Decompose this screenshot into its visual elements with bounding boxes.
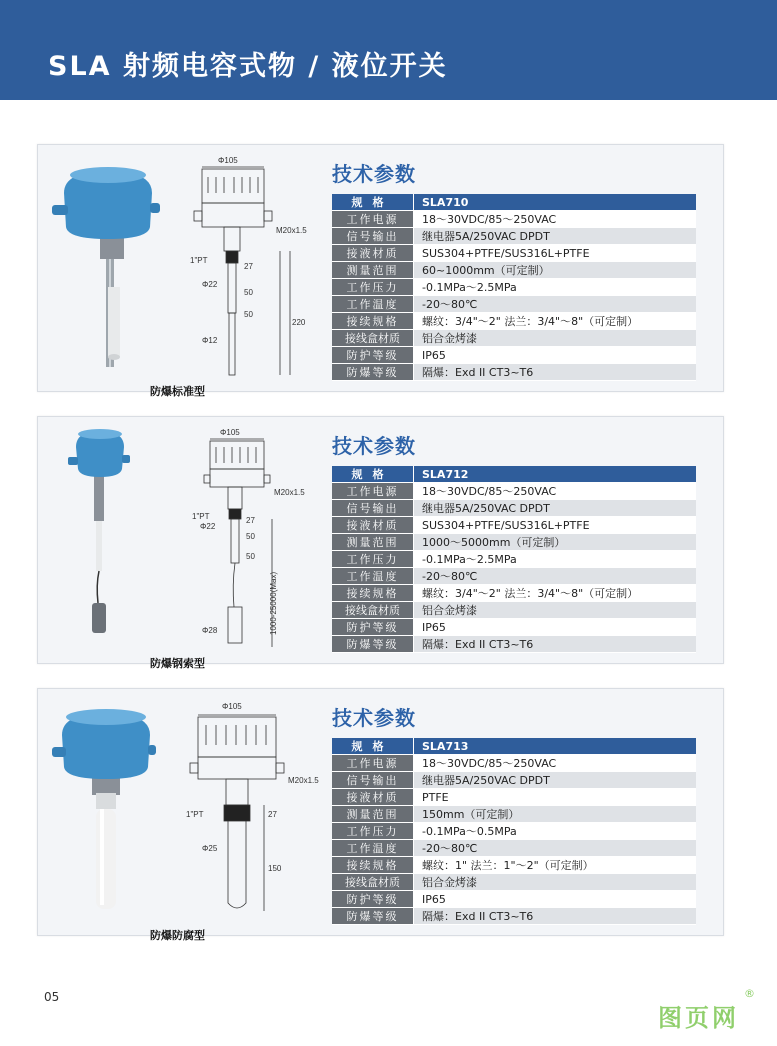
dimension-drawing-standard bbox=[188, 155, 328, 385]
spec-label: 接线盒材质 bbox=[332, 602, 414, 619]
product-panel-sla710 bbox=[37, 144, 724, 398]
spec-value: IP65 bbox=[414, 891, 697, 908]
spec-row bbox=[332, 823, 696, 840]
spec-value: 继电器5A/250VAC DPDT bbox=[414, 772, 697, 789]
dim-diameter-top: Φ105 bbox=[218, 156, 238, 165]
spec-header-label: 规格 bbox=[332, 194, 414, 211]
spec-value: 隔爆：Exd II CT3~T6 bbox=[414, 364, 697, 381]
spec-value: 18～30VDC/85～250VAC bbox=[414, 483, 697, 500]
spec-row bbox=[332, 772, 696, 789]
spec-row bbox=[332, 619, 696, 636]
spec-value: IP65 bbox=[414, 619, 697, 636]
spec-label: 工作压力 bbox=[332, 279, 414, 296]
spec-label: 工作压力 bbox=[332, 823, 414, 840]
dim-pt: 1"PT bbox=[192, 512, 210, 521]
spec-value: IP65 bbox=[414, 347, 697, 364]
dim-total: 150 bbox=[268, 864, 282, 873]
spec-row bbox=[332, 517, 696, 534]
dim-thread: M20x1.5 bbox=[288, 776, 319, 785]
dim-diameter-low: Φ28 bbox=[202, 626, 218, 635]
spec-value: PTFE bbox=[414, 789, 697, 806]
spec-label: 信号输出 bbox=[332, 500, 414, 517]
spec-value: 18～30VDC/85～250VAC bbox=[414, 755, 697, 772]
dim-thread: M20x1.5 bbox=[276, 226, 307, 235]
spec-label: 接线盒材质 bbox=[332, 874, 414, 891]
spec-row bbox=[332, 908, 696, 925]
spec-table-sla712 bbox=[332, 466, 696, 653]
spec-label: 防护等级 bbox=[332, 347, 414, 364]
spec-value: -20～80℃ bbox=[414, 568, 697, 585]
spec-table-sla713 bbox=[332, 738, 696, 925]
spec-value: SUS304+PTFE/SUS316L+PTFE bbox=[414, 517, 697, 534]
spec-value: 继电器5A/250VAC DPDT bbox=[414, 228, 697, 245]
spec-row bbox=[332, 364, 696, 381]
spec-label: 信号输出 bbox=[332, 228, 414, 245]
caption-standard: 防爆标准型 bbox=[150, 385, 205, 398]
spec-row bbox=[332, 636, 696, 653]
spec-label: 测量范围 bbox=[332, 806, 414, 823]
spec-label: 防爆等级 bbox=[332, 636, 414, 653]
spec-value: 1000～5000mm（可定制） bbox=[414, 534, 697, 551]
spec-label: 工作电源 bbox=[332, 755, 414, 772]
spec-header-row bbox=[332, 738, 696, 755]
spec-value: 150mm（可定制） bbox=[414, 806, 697, 823]
dim-diameter-low: Φ12 bbox=[202, 336, 218, 345]
spec-value: SUS304+PTFE/SUS316L+PTFE bbox=[414, 245, 697, 262]
product-panel-sla713 bbox=[37, 688, 724, 942]
spec-row bbox=[332, 500, 696, 517]
spec-value: 铝合金烤漆 bbox=[414, 602, 697, 619]
spec-row bbox=[332, 330, 696, 347]
spec-label: 防护等级 bbox=[332, 619, 414, 636]
spec-label: 信号输出 bbox=[332, 772, 414, 789]
spec-label: 接液材质 bbox=[332, 517, 414, 534]
spec-value: -20～80℃ bbox=[414, 296, 697, 313]
spec-row bbox=[332, 551, 696, 568]
dim-diameter-top: Φ105 bbox=[222, 702, 242, 711]
page-number: 05 bbox=[44, 990, 60, 1004]
dim-thread: M20x1.5 bbox=[274, 488, 305, 497]
product-panel-sla712 bbox=[37, 416, 724, 670]
registered-mark: ® bbox=[744, 987, 755, 1000]
dim-50-a: 50 bbox=[244, 288, 253, 297]
dim-total: 220 bbox=[292, 318, 306, 327]
spec-row bbox=[332, 347, 696, 364]
spec-row bbox=[332, 262, 696, 279]
spec-value: 继电器5A/250VAC DPDT bbox=[414, 500, 697, 517]
spec-header-row bbox=[332, 194, 696, 211]
dim-diameter-mid: Φ22 bbox=[200, 522, 216, 531]
page-header bbox=[0, 0, 777, 100]
dim-50-b: 50 bbox=[244, 310, 253, 319]
spec-value: 螺纹：3/4"～2" 法兰：3/4"～8"（可定制） bbox=[414, 585, 697, 602]
spec-value: -20～80℃ bbox=[414, 840, 697, 857]
dimension-drawing-cable bbox=[188, 425, 328, 657]
spec-row bbox=[332, 857, 696, 874]
spec-label: 工作温度 bbox=[332, 840, 414, 857]
dim-50-b: 50 bbox=[246, 552, 255, 561]
spec-model: SLA713 bbox=[414, 738, 697, 755]
spec-header-label: 规格 bbox=[332, 466, 414, 483]
spec-model: SLA712 bbox=[414, 466, 697, 483]
spec-label: 防爆等级 bbox=[332, 908, 414, 925]
spec-row bbox=[332, 296, 696, 313]
spec-value: -0.1MPa～2.5MPa bbox=[414, 551, 697, 568]
dim-diameter-mid: Φ25 bbox=[202, 844, 218, 853]
spec-row bbox=[332, 789, 696, 806]
spec-label: 工作电源 bbox=[332, 483, 414, 500]
spec-label: 接续规格 bbox=[332, 585, 414, 602]
dim-27: 27 bbox=[244, 262, 253, 271]
spec-value: 18～30VDC/85～250VAC bbox=[414, 211, 697, 228]
tech-params-title: 技术参数 bbox=[332, 162, 416, 186]
spec-row bbox=[332, 568, 696, 585]
page-title: SLA 射频电容式物 / 液位开关 bbox=[48, 51, 448, 82]
dim-total: 1000-25000(Max) bbox=[269, 571, 278, 635]
spec-label: 接续规格 bbox=[332, 313, 414, 330]
spec-value: 螺纹：3/4"～2" 法兰：3/4"～8"（可定制） bbox=[414, 313, 697, 330]
spec-label: 测量范围 bbox=[332, 262, 414, 279]
dim-27: 27 bbox=[246, 516, 255, 525]
spec-label: 工作温度 bbox=[332, 568, 414, 585]
spec-value: 隔爆：Exd II CT3~T6 bbox=[414, 636, 697, 653]
spec-label: 防爆等级 bbox=[332, 364, 414, 381]
watermark-logo: 图页网 bbox=[658, 1004, 739, 1032]
spec-value: -0.1MPa～2.5MPa bbox=[414, 279, 697, 296]
dim-27: 27 bbox=[268, 810, 277, 819]
spec-value: 铝合金烤漆 bbox=[414, 874, 697, 891]
spec-label: 测量范围 bbox=[332, 534, 414, 551]
spec-row bbox=[332, 874, 696, 891]
spec-row bbox=[332, 228, 696, 245]
spec-label: 工作电源 bbox=[332, 211, 414, 228]
dim-pt: 1"PT bbox=[190, 256, 208, 265]
product-photo-standard bbox=[50, 157, 154, 375]
caption-cable: 防爆钢索型 bbox=[150, 657, 205, 670]
dim-pt: 1"PT bbox=[186, 810, 204, 819]
spec-row bbox=[332, 245, 696, 262]
spec-row bbox=[332, 313, 696, 330]
spec-label: 接续规格 bbox=[332, 857, 414, 874]
product-photo-anticorrosion bbox=[52, 705, 156, 915]
spec-row bbox=[332, 585, 696, 602]
spec-header-label: 规格 bbox=[332, 738, 414, 755]
spec-row bbox=[332, 483, 696, 500]
spec-label: 接液材质 bbox=[332, 789, 414, 806]
spec-row bbox=[332, 840, 696, 857]
spec-row bbox=[332, 279, 696, 296]
spec-value: -0.1MPa～0.5MPa bbox=[414, 823, 697, 840]
dim-diameter-top: Φ105 bbox=[220, 428, 240, 437]
spec-value: 螺纹：1" 法兰：1"～2"（可定制） bbox=[414, 857, 697, 874]
spec-value: 铝合金烤漆 bbox=[414, 330, 697, 347]
spec-row bbox=[332, 891, 696, 908]
spec-row bbox=[332, 755, 696, 772]
spec-row bbox=[332, 211, 696, 228]
spec-header-row bbox=[332, 466, 696, 483]
tech-params-title: 技术参数 bbox=[332, 434, 416, 458]
spec-label: 接液材质 bbox=[332, 245, 414, 262]
tech-params-title: 技术参数 bbox=[332, 706, 416, 730]
spec-label: 接线盒材质 bbox=[332, 330, 414, 347]
spec-label: 工作压力 bbox=[332, 551, 414, 568]
spec-row bbox=[332, 602, 696, 619]
spec-model: SLA710 bbox=[414, 194, 697, 211]
product-photo-cable bbox=[56, 425, 140, 645]
spec-value: 60~1000mm（可定制） bbox=[414, 262, 697, 279]
spec-value: 隔爆：Exd II CT3~T6 bbox=[414, 908, 697, 925]
spec-row bbox=[332, 534, 696, 551]
spec-label: 工作温度 bbox=[332, 296, 414, 313]
spec-label: 防护等级 bbox=[332, 891, 414, 908]
dim-50-a: 50 bbox=[246, 532, 255, 541]
spec-table-sla710 bbox=[332, 194, 696, 381]
spec-row bbox=[332, 806, 696, 823]
dim-diameter-mid: Φ22 bbox=[202, 280, 218, 289]
caption-anticorrosion: 防爆防腐型 bbox=[150, 929, 205, 942]
dimension-drawing-anticorrosion bbox=[188, 697, 332, 929]
